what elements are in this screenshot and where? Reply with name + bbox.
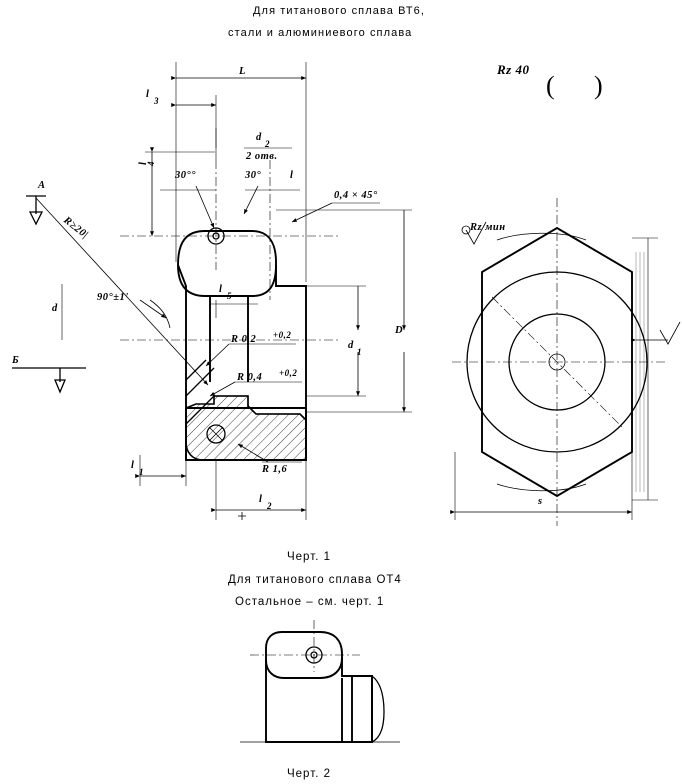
dim-label-two-holes: 2 отв. xyxy=(246,151,278,162)
drawing-title-line-2: стали и алюминиевого сплава xyxy=(228,27,413,39)
surface-finish-bracket-open: ( xyxy=(546,71,556,100)
radius-label-r02: R 0,2 xyxy=(231,334,257,345)
dim-label-d2: d xyxy=(256,132,262,143)
figure-1-caption: Черт. 1 xyxy=(287,551,331,563)
view-label-b: Б xyxy=(12,355,20,366)
figure-2-caption: Черт. 2 xyxy=(287,768,331,780)
radius-min-label: R≥20| xyxy=(61,215,91,241)
dim-label-l3-sub: 3 xyxy=(154,96,159,106)
dim-label-l4: l xyxy=(138,161,149,165)
rz-min-left-label: Rz мин xyxy=(470,222,506,233)
dim-label-S: s xyxy=(538,496,543,507)
dim-label-l5-sub: 5 xyxy=(227,291,232,301)
dim-label-d1: d xyxy=(348,340,354,351)
main-section-view xyxy=(12,62,412,520)
subtitle-line-1: Для титанового сплава ОТ4 xyxy=(228,574,402,586)
dim-label-L: L xyxy=(239,66,246,77)
view-label-a: А xyxy=(38,180,46,191)
radius-label-r04-tol: +0,2 xyxy=(279,368,298,378)
drawing-title-line-1: Для титанового сплава ВТ6, xyxy=(253,5,426,17)
dim-label-d1-sub: 1 xyxy=(357,347,362,357)
radius-label-r02-tol: +0,2 xyxy=(273,330,292,340)
angle-label-90: 90°±1' xyxy=(97,292,129,303)
angle-label-30: 30° xyxy=(245,170,262,181)
dim-label-l4-sub: 4 xyxy=(146,161,156,166)
surface-finish-label: Rz 40 xyxy=(497,62,530,77)
chamfer-label: 0,4 × 45° xyxy=(334,190,378,201)
hex-head-view xyxy=(452,198,680,526)
dim-label-l1-sub: 1 xyxy=(139,467,144,477)
dim-label-l1: l xyxy=(131,460,135,471)
dim-label-l5: l xyxy=(219,284,223,295)
radius-label-r16: R 1,6 xyxy=(262,464,288,475)
radius-label-r04: R 0,4 xyxy=(237,372,263,383)
angle-label-30-deg-deg: 30°° xyxy=(175,170,196,181)
dim-label-D: D xyxy=(395,325,404,336)
dim-label-d: d xyxy=(52,303,58,314)
dim-label-d2-sub: 2 xyxy=(265,139,270,149)
dim-label-l-plain: l xyxy=(290,170,294,181)
dim-label-l3: l xyxy=(146,89,150,100)
dim-label-l2-sub: 2 xyxy=(267,501,272,511)
dim-label-l2: l xyxy=(259,494,263,505)
surface-finish-bracket-close: ) xyxy=(594,71,604,100)
figure-2-view xyxy=(240,620,400,742)
subtitle-line-2: Остальное – см. черт. 1 xyxy=(235,596,385,608)
